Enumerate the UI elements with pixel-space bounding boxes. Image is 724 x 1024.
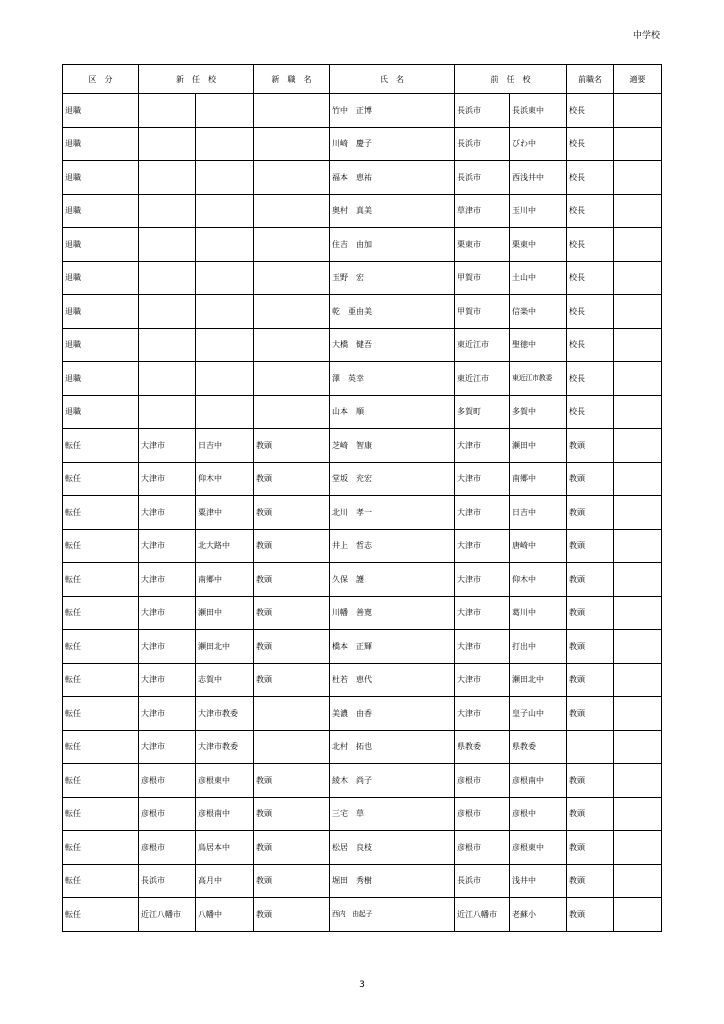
cell-category: 転任 — [63, 529, 139, 563]
cell-new-position — [254, 261, 330, 295]
cell-prev-position: 教頭 — [567, 898, 614, 932]
cell-new-school: 瀬田中 — [196, 596, 254, 630]
cell-prev-school: 玉川中 — [510, 194, 567, 228]
cell-name: 澤 英幸 — [330, 362, 455, 396]
cell-prev-school: 東近江市教委 — [510, 362, 567, 396]
cell-remarks — [614, 228, 662, 262]
cell-prev-school: 栗東中 — [510, 228, 567, 262]
table-row — [63, 730, 662, 764]
cell-new-city: 大津市 — [139, 630, 196, 664]
cell-new-position — [254, 395, 330, 429]
cell-new-position: 教頭 — [254, 630, 330, 664]
cell-prev-city: 大津市 — [455, 663, 510, 697]
cell-remarks — [614, 898, 662, 932]
cell-new-school — [196, 161, 254, 195]
cell-prev-city: 彦根市 — [455, 764, 510, 798]
cell-remarks — [614, 864, 662, 898]
header-new-school: 新 任 校 — [139, 65, 254, 94]
cell-remarks — [614, 295, 662, 329]
cell-prev-position: 校長 — [567, 328, 614, 362]
cell-prev-position — [567, 730, 614, 764]
table-header-row — [63, 65, 662, 94]
cell-new-city: 彦根市 — [139, 831, 196, 865]
cell-prev-position: 校長 — [567, 261, 614, 295]
cell-prev-position: 教頭 — [567, 596, 614, 630]
cell-new-school: 彦根南中 — [196, 797, 254, 831]
cell-prev-school: 葛川中 — [510, 596, 567, 630]
cell-prev-school: 瀬田中 — [510, 429, 567, 463]
cell-new-position — [254, 194, 330, 228]
table-row — [63, 831, 662, 865]
cell-new-position: 教頭 — [254, 831, 330, 865]
cell-prev-school: びわ中 — [510, 127, 567, 161]
header-category: 区 分 — [63, 65, 139, 94]
cell-new-school — [196, 261, 254, 295]
cell-prev-position: 教頭 — [567, 831, 614, 865]
cell-new-school: 八幡中 — [196, 898, 254, 932]
cell-new-city: 大津市 — [139, 529, 196, 563]
cell-prev-city: 東近江市 — [455, 328, 510, 362]
cell-prev-position: 校長 — [567, 194, 614, 228]
cell-prev-position: 校長 — [567, 127, 614, 161]
cell-new-school — [196, 295, 254, 329]
cell-new-school: 仰木中 — [196, 462, 254, 496]
cell-name: 三宅 草 — [330, 797, 455, 831]
cell-new-city — [139, 194, 196, 228]
cell-remarks — [614, 94, 662, 128]
cell-name: 芝崎 智康 — [330, 429, 455, 463]
cell-prev-school: 皇子山中 — [510, 697, 567, 731]
cell-new-city: 近江八幡市 — [139, 898, 196, 932]
cell-name: 松居 良枝 — [330, 831, 455, 865]
cell-prev-city: 県教委 — [455, 730, 510, 764]
cell-prev-school: 南郷中 — [510, 462, 567, 496]
table-row — [63, 429, 662, 463]
cell-new-school — [196, 328, 254, 362]
table-row — [63, 161, 662, 195]
cell-prev-school: 彦根東中 — [510, 831, 567, 865]
table-row — [63, 261, 662, 295]
cell-remarks — [614, 462, 662, 496]
cell-prev-position: 校長 — [567, 228, 614, 262]
cell-new-city: 大津市 — [139, 496, 196, 530]
cell-new-position — [254, 94, 330, 128]
cell-new-position — [254, 328, 330, 362]
cell-prev-position: 校長 — [567, 161, 614, 195]
cell-prev-school: 彦根中 — [510, 797, 567, 831]
table-row — [63, 194, 662, 228]
cell-category: 退職 — [63, 94, 139, 128]
cell-remarks — [614, 596, 662, 630]
cell-new-city: 大津市 — [139, 697, 196, 731]
cell-category: 転任 — [63, 898, 139, 932]
cell-prev-position: 教頭 — [567, 630, 614, 664]
cell-new-school — [196, 127, 254, 161]
table-row — [63, 663, 662, 697]
cell-new-school: 鳥居本中 — [196, 831, 254, 865]
table-row — [63, 228, 662, 262]
cell-category: 転任 — [63, 764, 139, 798]
cell-prev-school: 打出中 — [510, 630, 567, 664]
cell-category: 退職 — [63, 261, 139, 295]
cell-new-city: 大津市 — [139, 462, 196, 496]
cell-prev-position: 教頭 — [567, 563, 614, 597]
page-number: 3 — [359, 980, 365, 990]
cell-new-position: 教頭 — [254, 462, 330, 496]
cell-name: 北村 拓也 — [330, 730, 455, 764]
table-row — [63, 797, 662, 831]
cell-category: 転任 — [63, 663, 139, 697]
table-body — [63, 94, 662, 932]
cell-prev-city: 大津市 — [455, 429, 510, 463]
cell-prev-city: 草津市 — [455, 194, 510, 228]
cell-new-city — [139, 94, 196, 128]
cell-prev-school: 多賀中 — [510, 395, 567, 429]
cell-prev-school: 彦根南中 — [510, 764, 567, 798]
cell-prev-school: 聖徳中 — [510, 328, 567, 362]
cell-name: 堂坂 充宏 — [330, 462, 455, 496]
cell-category: 退職 — [63, 328, 139, 362]
cell-new-school — [196, 194, 254, 228]
table-row — [63, 630, 662, 664]
cell-prev-city: 長浜市 — [455, 161, 510, 195]
cell-new-position: 教頭 — [254, 529, 330, 563]
cell-new-city: 大津市 — [139, 730, 196, 764]
cell-remarks — [614, 161, 662, 195]
cell-new-school: 高月中 — [196, 864, 254, 898]
cell-new-city — [139, 261, 196, 295]
cell-new-position: 教頭 — [254, 764, 330, 798]
personnel-table — [62, 64, 662, 932]
cell-new-school — [196, 362, 254, 396]
cell-new-school: 大津市教委 — [196, 697, 254, 731]
cell-new-city — [139, 161, 196, 195]
cell-prev-city: 東近江市 — [455, 362, 510, 396]
cell-prev-city: 彦根市 — [455, 831, 510, 865]
table-row — [63, 362, 662, 396]
cell-new-city: 彦根市 — [139, 764, 196, 798]
cell-new-school — [196, 94, 254, 128]
cell-new-city: 大津市 — [139, 429, 196, 463]
cell-prev-city: 長浜市 — [455, 864, 510, 898]
cell-remarks — [614, 395, 662, 429]
cell-name: 福本 恵祐 — [330, 161, 455, 195]
cell-name: 川崎 慶子 — [330, 127, 455, 161]
cell-category: 退職 — [63, 395, 139, 429]
cell-prev-position: 教頭 — [567, 429, 614, 463]
cell-prev-position: 教頭 — [567, 764, 614, 798]
cell-new-city: 彦根市 — [139, 797, 196, 831]
header-remarks: 適要 — [614, 65, 662, 94]
cell-prev-school: 土山中 — [510, 261, 567, 295]
cell-remarks — [614, 797, 662, 831]
cell-remarks — [614, 127, 662, 161]
cell-name: 久保 護 — [330, 563, 455, 597]
cell-new-position — [254, 295, 330, 329]
cell-prev-position: 教頭 — [567, 797, 614, 831]
cell-new-city: 大津市 — [139, 596, 196, 630]
table-row — [63, 94, 662, 128]
cell-prev-school: 老蘇小 — [510, 898, 567, 932]
cell-new-school — [196, 395, 254, 429]
cell-category: 転任 — [63, 831, 139, 865]
cell-remarks — [614, 730, 662, 764]
cell-remarks — [614, 261, 662, 295]
cell-new-school: 南郷中 — [196, 563, 254, 597]
cell-category: 転任 — [63, 864, 139, 898]
cell-prev-city: 甲賀市 — [455, 295, 510, 329]
cell-name: 山本 順 — [330, 395, 455, 429]
cell-new-position: 教頭 — [254, 596, 330, 630]
table-row — [63, 127, 662, 161]
cell-new-position — [254, 697, 330, 731]
cell-name: 西内 由起子 — [330, 898, 455, 932]
table-row — [63, 864, 662, 898]
cell-prev-city: 大津市 — [455, 496, 510, 530]
cell-category: 転任 — [63, 462, 139, 496]
cell-remarks — [614, 529, 662, 563]
cell-name: 堀田 秀樹 — [330, 864, 455, 898]
cell-new-city: 大津市 — [139, 663, 196, 697]
cell-prev-city: 彦根市 — [455, 797, 510, 831]
cell-category: 退職 — [63, 161, 139, 195]
cell-name: 橋本 正輝 — [330, 630, 455, 664]
cell-prev-city: 大津市 — [455, 630, 510, 664]
cell-name: 住吉 由加 — [330, 228, 455, 262]
cell-remarks — [614, 496, 662, 530]
cell-category: 転任 — [63, 730, 139, 764]
cell-new-position — [254, 730, 330, 764]
cell-category: 退職 — [63, 228, 139, 262]
cell-new-position: 教頭 — [254, 563, 330, 597]
header-prev-school: 前 任 校 — [455, 65, 567, 94]
cell-prev-school: 浅井中 — [510, 864, 567, 898]
cell-prev-city: 多賀町 — [455, 395, 510, 429]
header-new-position: 新 職 名 — [254, 65, 330, 94]
cell-new-city — [139, 328, 196, 362]
table-row — [63, 764, 662, 798]
cell-prev-position: 教頭 — [567, 864, 614, 898]
cell-prev-school: 県教委 — [510, 730, 567, 764]
cell-name: 奥村 真美 — [330, 194, 455, 228]
cell-category: 退職 — [63, 194, 139, 228]
cell-new-position — [254, 362, 330, 396]
cell-prev-school: 西浅井中 — [510, 161, 567, 195]
cell-name: 大橋 健吾 — [330, 328, 455, 362]
cell-category: 退職 — [63, 362, 139, 396]
cell-prev-city: 大津市 — [455, 529, 510, 563]
cell-name: 綾木 尚子 — [330, 764, 455, 798]
cell-new-city — [139, 127, 196, 161]
header-prev-position: 前職名 — [567, 65, 614, 94]
cell-prev-school: 長浜東中 — [510, 94, 567, 128]
table-row — [63, 563, 662, 597]
cell-name: 北川 孝一 — [330, 496, 455, 530]
cell-new-position — [254, 127, 330, 161]
cell-prev-position: 教頭 — [567, 697, 614, 731]
cell-new-position: 教頭 — [254, 797, 330, 831]
cell-new-position: 教頭 — [254, 663, 330, 697]
cell-prev-city: 長浜市 — [455, 94, 510, 128]
cell-prev-position: 校長 — [567, 395, 614, 429]
cell-category: 転任 — [63, 496, 139, 530]
cell-remarks — [614, 194, 662, 228]
cell-name: 美濃 由香 — [330, 697, 455, 731]
cell-prev-position: 校長 — [567, 94, 614, 128]
cell-new-position: 教頭 — [254, 429, 330, 463]
cell-remarks — [614, 663, 662, 697]
page-category-label: 中学校 — [632, 31, 660, 41]
cell-category: 転任 — [63, 563, 139, 597]
cell-name: 杜若 恵代 — [330, 663, 455, 697]
cell-prev-school: 瀬田北中 — [510, 663, 567, 697]
cell-name: 玉野 宏 — [330, 261, 455, 295]
cell-new-position: 教頭 — [254, 496, 330, 530]
cell-new-position: 教頭 — [254, 898, 330, 932]
cell-new-school: 北大路中 — [196, 529, 254, 563]
table-row — [63, 462, 662, 496]
table-row — [63, 328, 662, 362]
cell-prev-city: 大津市 — [455, 697, 510, 731]
cell-new-school: 粟津中 — [196, 496, 254, 530]
cell-new-city — [139, 395, 196, 429]
cell-new-position: 教頭 — [254, 864, 330, 898]
cell-new-city — [139, 228, 196, 262]
cell-prev-school: 信楽中 — [510, 295, 567, 329]
table-row — [63, 697, 662, 731]
cell-remarks — [614, 630, 662, 664]
cell-remarks — [614, 563, 662, 597]
cell-new-city — [139, 295, 196, 329]
cell-new-city — [139, 362, 196, 396]
cell-prev-position: 教頭 — [567, 663, 614, 697]
cell-prev-city: 近江八幡市 — [455, 898, 510, 932]
cell-prev-city: 大津市 — [455, 462, 510, 496]
cell-remarks — [614, 362, 662, 396]
table-row — [63, 596, 662, 630]
cell-category: 転任 — [63, 697, 139, 731]
cell-remarks — [614, 328, 662, 362]
cell-prev-position: 校長 — [567, 295, 614, 329]
cell-prev-city: 甲賀市 — [455, 261, 510, 295]
cell-new-position — [254, 161, 330, 195]
cell-prev-position: 教頭 — [567, 462, 614, 496]
cell-remarks — [614, 429, 662, 463]
cell-remarks — [614, 764, 662, 798]
cell-name: 井上 哲志 — [330, 529, 455, 563]
cell-new-school: 日吉中 — [196, 429, 254, 463]
cell-new-school: 志賀中 — [196, 663, 254, 697]
cell-category: 転任 — [63, 797, 139, 831]
cell-prev-school: 仰木中 — [510, 563, 567, 597]
table-row — [63, 529, 662, 563]
cell-category: 転任 — [63, 630, 139, 664]
cell-prev-city: 大津市 — [455, 596, 510, 630]
cell-category: 退職 — [63, 295, 139, 329]
cell-category: 退職 — [63, 127, 139, 161]
cell-category: 転任 — [63, 596, 139, 630]
cell-prev-city: 栗東市 — [455, 228, 510, 262]
cell-prev-position: 教頭 — [567, 496, 614, 530]
cell-new-city: 長浜市 — [139, 864, 196, 898]
cell-new-city: 大津市 — [139, 563, 196, 597]
cell-prev-school: 日吉中 — [510, 496, 567, 530]
table-row — [63, 496, 662, 530]
cell-new-school — [196, 228, 254, 262]
header-name: 氏 名 — [330, 65, 455, 94]
cell-new-school: 彦根東中 — [196, 764, 254, 798]
cell-new-position — [254, 228, 330, 262]
cell-prev-school: 唐崎中 — [510, 529, 567, 563]
table-row — [63, 295, 662, 329]
cell-prev-position: 校長 — [567, 362, 614, 396]
cell-new-school: 瀬田北中 — [196, 630, 254, 664]
table-row — [63, 395, 662, 429]
table-row — [63, 898, 662, 932]
cell-name: 川幡 善寛 — [330, 596, 455, 630]
cell-remarks — [614, 697, 662, 731]
cell-prev-position: 教頭 — [567, 529, 614, 563]
cell-remarks — [614, 831, 662, 865]
cell-prev-city: 長浜市 — [455, 127, 510, 161]
cell-category: 転任 — [63, 429, 139, 463]
cell-name: 竹中 正博 — [330, 94, 455, 128]
cell-new-school: 大津市教委 — [196, 730, 254, 764]
cell-prev-city: 大津市 — [455, 563, 510, 597]
cell-name: 乾 亜由美 — [330, 295, 455, 329]
